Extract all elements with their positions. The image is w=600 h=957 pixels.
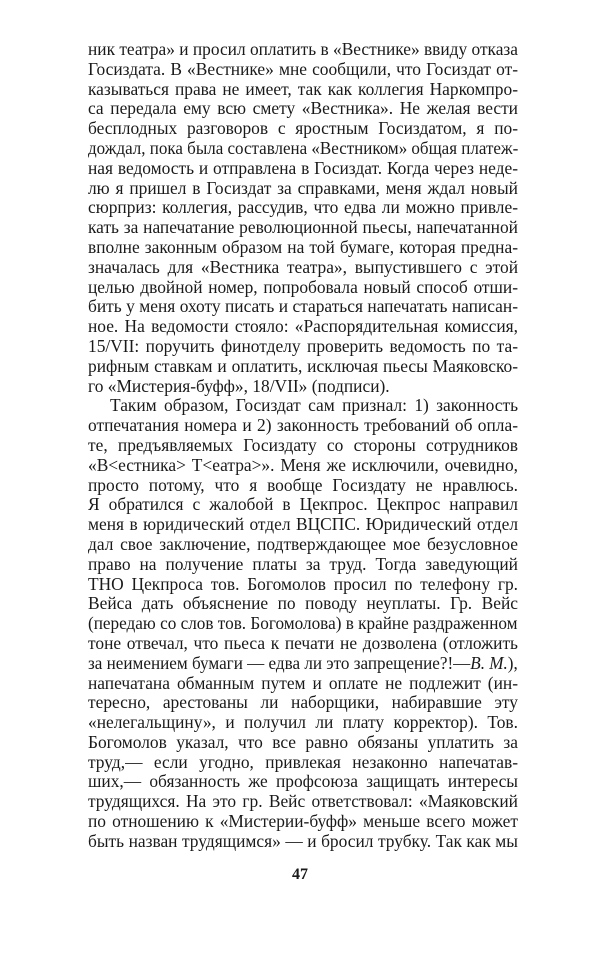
author-initials: В. М. xyxy=(470,652,508,673)
text-line: кать за напечатание революционной пьесы, напечатанной xyxy=(88,217,518,238)
text-line: тересно, арестованы ли наборщики, набиравшие эту xyxy=(88,692,518,713)
text-line: Таким образом, Госиздат сам признал: 1) законность xyxy=(110,395,518,416)
text-line: «В<естника> Т<еатра>». Меня же исключили, очевидно, xyxy=(88,454,518,475)
text-line: трудящихся. На это гр. Вейс ответствовал: «Маяковский xyxy=(88,791,518,812)
text-line xyxy=(88,652,518,674)
text-line: по отношению к «Мистерии-буфф» меньше всего может xyxy=(88,811,518,832)
text-line: ших,— обязанность же профсоюза защищать интересы xyxy=(88,771,518,792)
text-line: Я обратился с жалобой в Цекпрос. Цекпрос направил xyxy=(88,494,518,515)
text-line: те, предъявляемых Госиздату со стороны сотрудников xyxy=(88,434,518,455)
text-line: Вейса дать объяснение по поводу неуплаты. Гр. Вейс xyxy=(88,593,518,614)
text-line: «нелегальщину», и получил ли плату корректор). Тов. xyxy=(88,712,518,733)
text-line: ное. На ведомости стояло: «Распорядительная комиссия, xyxy=(88,316,518,337)
text-line: просто потому, что я вообще Госиздату не нравлюсь. xyxy=(88,474,518,495)
page-body-text xyxy=(88,40,518,852)
text-line: са передала ему всю смету «Вестника». Не желая вести xyxy=(88,98,518,119)
text-line: бить у меня охоту писать и стараться напечатать написан- xyxy=(88,296,518,317)
text-line: быть назван трудящимся» — и бросил трубку. Так как мы xyxy=(88,830,518,851)
text-line: труд,— если угодно, привлекая незаконно напечатав- xyxy=(88,751,518,772)
text-line: рифным ставкам и оплатить, исключая пьесы Маяковско- xyxy=(88,355,518,376)
text-line: меня в юридический отдел ВЦСПС. Юридический отдел xyxy=(88,514,518,535)
text-line: лю я пришел в Госиздат за справками, меня ждал новый xyxy=(88,177,518,198)
text-line: тоне отвечал, что пьеса к печати не дозволена (отложить xyxy=(88,632,518,653)
text-line: (передаю со слов тов. Богомолова) в крайне раздраженном xyxy=(88,613,518,634)
text-line: ная ведомость и отправлена в Госиздат. Когда через неде- xyxy=(88,157,518,178)
text-run: за неимением бумаги — едва ли это запрещение?!— xyxy=(88,652,471,673)
text-line: Богомолов указал, что все равно обязаны уплатить за xyxy=(88,731,518,752)
text-line: казываться права не имеет, так как коллегия Наркомпро- xyxy=(88,78,518,99)
text-line: 15/VII: поручить финотделу проверить ведомость по та- xyxy=(88,335,518,356)
text-line: значалась для «Вестника театра», выпустившего с этой xyxy=(88,256,518,277)
text-line: право на получение платы за труд. Тогда заведующий xyxy=(88,553,518,574)
text-line: ник театра» и просил оплатить в «Вестнике» ввиду отказа xyxy=(88,39,518,59)
text-line: дождал, пока была составлена «Вестником» общая платеж- xyxy=(88,137,519,158)
text-line: вполне законным образом на той бумаге, которая предна- xyxy=(88,236,518,257)
page-number: 47 xyxy=(292,866,308,883)
text-run: ), xyxy=(507,652,518,673)
text-line: сюрприз: коллегия, рассудив, что едва ли можно привле- xyxy=(88,197,518,218)
text-line: го «Мистерия-буфф», 18/VII» (подписи). xyxy=(88,375,390,396)
text-line: бесплодных разговоров с яростным Госиздатом, я по- xyxy=(88,118,518,139)
text-line: Госиздата. В «Вестнике» мне сообщили, что Госиздат от- xyxy=(88,58,518,79)
text-line: отпечатания номера и 2) законность требований об опла- xyxy=(88,415,518,436)
text-line: дал свое заключение, подтверждающее мое безусловное xyxy=(88,533,518,554)
text-line: ТНО Цекпроса тов. Богомолов просил по телефону гр. xyxy=(88,573,518,594)
text-line: напечатана обманным путем и оплате не подлежит (ин- xyxy=(88,672,518,693)
text-line: целью двойной номер, попробовала новый способ отши- xyxy=(88,276,518,297)
